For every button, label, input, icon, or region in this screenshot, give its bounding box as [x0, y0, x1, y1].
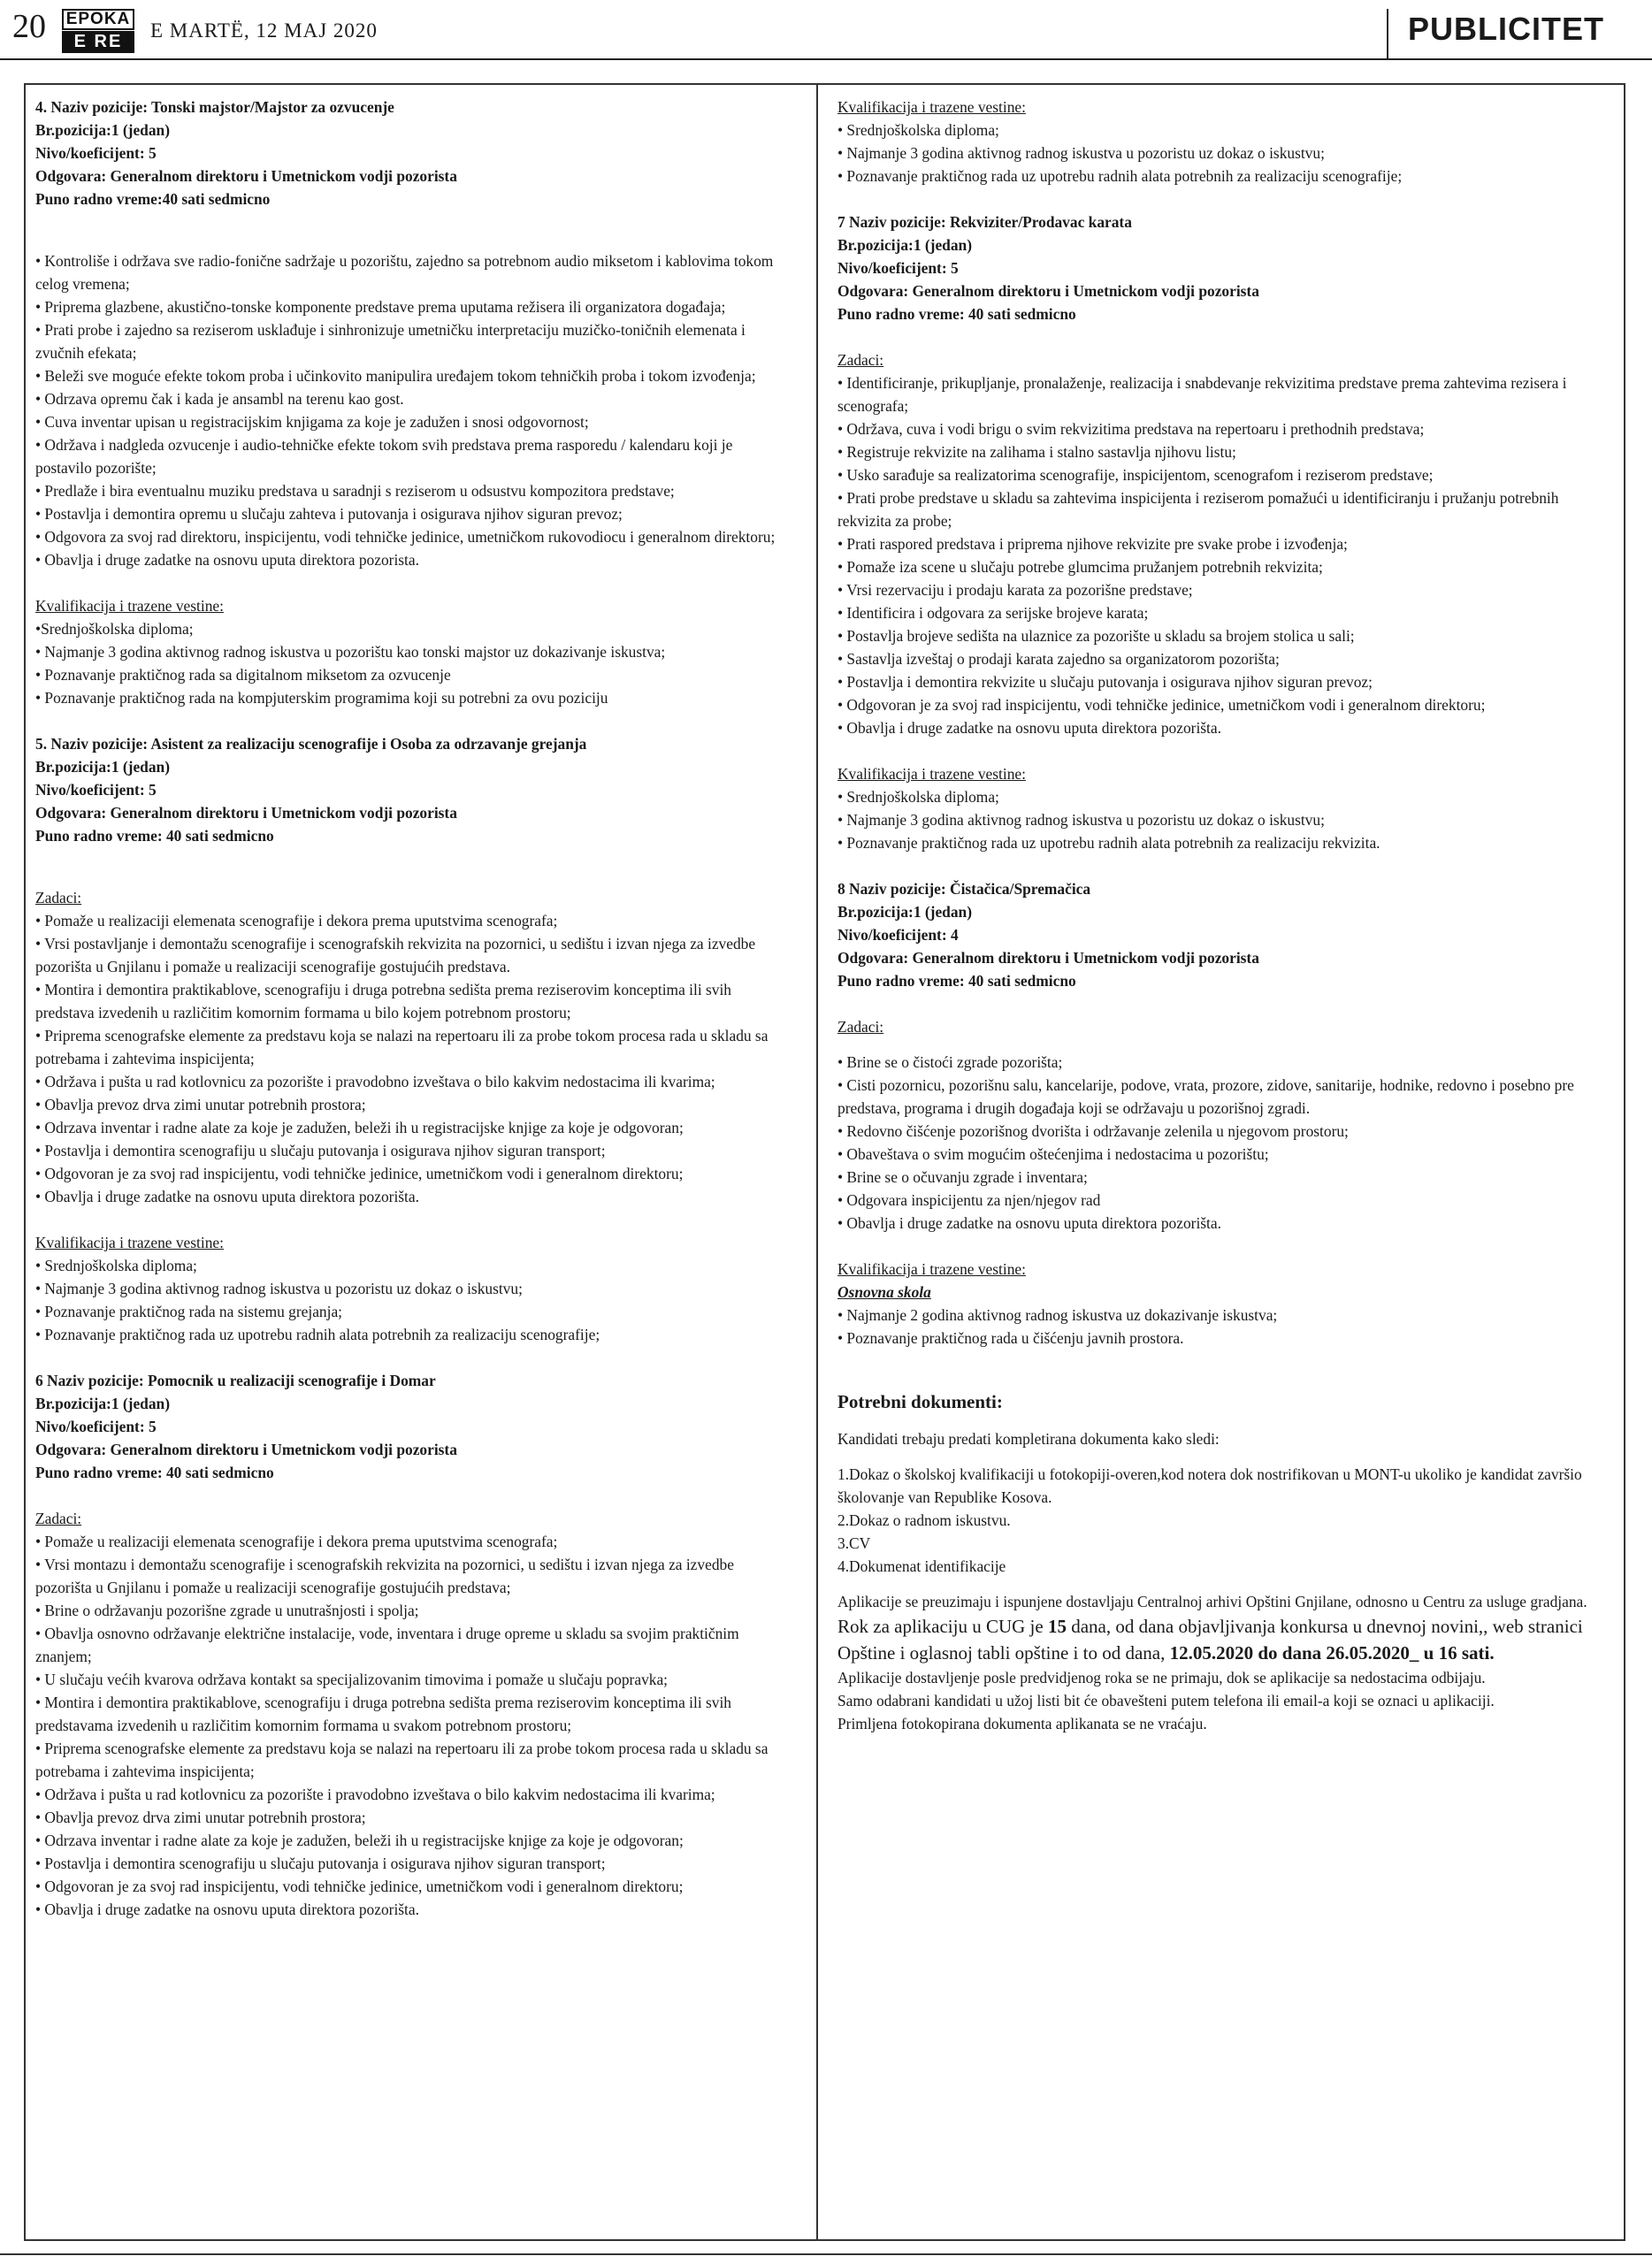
position-hours: Puno radno vreme: 40 sati sedmicno — [35, 827, 274, 845]
position-reports: Odgovara: Generalnom direktoru i Umetnickom vodji pozorista — [35, 167, 457, 185]
qualification-item: • Najmanje 3 godina aktivnog radnog iskustva u pozoristu uz dokaz o iskustvu; — [837, 811, 1325, 829]
task-item: • Priprema scenografske elemente za predstavu koja se nalazi na repertoaru ili za probe tokom procesa rada u skladu sa potrebama i zahtevima inspicijenta; — [35, 1027, 769, 1067]
deadline-text — [837, 1613, 1607, 1666]
position-level: Nivo/koeficijent: 5 — [837, 259, 959, 277]
task-item: • Odrzava opremu čak i kada je ansambl na terenu kao gost. — [35, 390, 404, 408]
task-item: • Priprema scenografske elemente za predstavu koja se nalazi na repertoaru ili za probe tokom procesa rada u skladu sa potrebama i zahtevima inspicijenta; — [35, 1740, 769, 1780]
position-8 — [837, 877, 1607, 1350]
task-item: • Vrsi montazu i demontažu scenografije i scenografskih rekvizita na pozornici, u sedištu i izvan njega za izvedbe pozorišta u Gnjilanu i pomaže u realizaciji scenografije gostujućih predstava; — [35, 1556, 734, 1596]
qualifications-title: Kvalifikacija i trazene vestine: — [837, 1260, 1026, 1278]
task-item: • Održava i nadgleda ozvucenje i audio-tehničke efekte tokom svih predstava prema rasporedu / kalendaru koji je postavilo pozorište; — [35, 436, 733, 477]
position-title: 6 Naziv pozicije: Pomocnik u realizaciji scenografije i Domar — [35, 1372, 436, 1389]
documents-title: Potrebni dokumenti: — [837, 1391, 1003, 1412]
position-5 — [35, 732, 792, 1346]
header-divider — [1387, 9, 1388, 58]
task-item: • Pomaže u realizaciji elemenata scenografije i dekora prema uputstvima scenografa; — [35, 912, 558, 929]
position-reports: Odgovara: Generalnom direktoru i Umetnickom vodji pozorista — [837, 949, 1259, 967]
position-level: Nivo/koeficijent: 5 — [35, 144, 157, 162]
task-item: • Odgovara inspicijentu za njen/njegov rad — [837, 1191, 1101, 1209]
qualification-item: • Najmanje 2 godina aktivnog radnog iskustva uz dokazivanje iskustva; — [837, 1306, 1278, 1324]
document-item: 1.Dokaz o školskoj kvalifikaciji u fotokopiji-overen,kod notera dok nostrifikovan u MONT-u ukoliko je kandidat završio školovanje van Republike Kosova. — [837, 1465, 1582, 1506]
position-title: 5. Naziv pozicije: Asistent za realizaciju scenografije i Osoba za odrzavanje grejanja — [35, 735, 587, 753]
qualification-item: • Poznavanje praktičnog rada u čišćenju javnih prostora. — [837, 1329, 1184, 1347]
task-item: • Montira i demontira praktikablove, scenografiju i druga potrebna sedišta prema reziserovim konceptima ili svih predstavama izvedenih u različitim komornim formama u svakom potrebnom prostoru; — [35, 1694, 731, 1734]
tasks-title: Zadaci: — [35, 889, 82, 906]
position-title: 4. Naziv pozicije: Tonski majstor/Majstor za ozvucenje — [35, 98, 394, 116]
task-item: • Postavlja i demontira scenografiju u slučaju putovanja i osigurava njihov siguran transport; — [35, 1142, 606, 1159]
task-item: • Identificira i odgovara za serijske brojeve karata; — [837, 604, 1149, 622]
task-item: • Prati probe predstave u skladu sa zahtevima inspicijenta i reziserom pomažući u identificiranju i pružanju potrebnih rekvizita za probe; — [837, 489, 1559, 530]
qualification-item: •Srednjoškolska diploma; — [35, 620, 194, 638]
qualification-item: • Poznavanje praktičnog rada uz upotrebu radnih alata potrebnih za realizaciju rekvizita. — [837, 834, 1380, 852]
qualification-item: • Poznavanje praktičnog rada na kompjuterskim programima koji su potrebni za ovu poziciju — [35, 689, 608, 707]
task-item: • Obavlja i druge zadatke na osnovu uputa direktora pozorista. — [35, 551, 419, 569]
deadline-part: dana, od dana objavljivanja konkursa u dnevnoj novini,, web stranici Opštine i oglasnoj tabli opštine i to od dana, — [837, 1616, 1583, 1664]
tasks-list — [35, 249, 792, 571]
position-6-qualifications — [837, 96, 1607, 187]
school-requirement: Osnovna skola — [837, 1283, 931, 1301]
position-hours: Puno radno vreme:40 sati sedmicno — [35, 190, 271, 208]
position-title: 7 Naziv pozicije: Rekviziter/Prodavac karata — [837, 213, 1132, 231]
tasks-title: Zadaci: — [35, 1510, 82, 1527]
qualification-item: • Poznavanje praktičnog rada uz upotrebu radnih alata potrebnih za realizaciju scenografije; — [35, 1326, 600, 1343]
position-count: Br.pozicija:1 (jedan) — [35, 1395, 170, 1412]
position-count: Br.pozicija:1 (jedan) — [837, 903, 972, 921]
task-item: • Sastavlja izveštaj o prodaji karata zajedno sa organizatorom pozorišta; — [837, 650, 1280, 668]
page-number: 20 — [12, 8, 46, 45]
task-item: • Cuva inventar upisan u registracijskim knjigama za koje je zadužen i snosi odgovornost; — [35, 413, 589, 431]
position-hours: Puno radno vreme: 40 sati sedmicno — [35, 1464, 274, 1481]
qualification-item: • Srednjoškolska diploma; — [837, 788, 999, 806]
task-item: • Identificiranje, prikupljanje, pronalaženje, realizacija i snabdevanje rekvizitima predstave prema zahtevima rezisera i scenografa; — [837, 374, 1567, 415]
position-hours: Puno radno vreme: 40 sati sedmicno — [837, 972, 1076, 990]
task-item: • Kontroliše i održava sve radio-fonične sadržaje u pozorištu, zajedno sa potrebnom audio miksetom i kablovima tokom celog vremena; — [35, 252, 774, 293]
task-item: • Postavlja i demontira rekvizite u slučaju putovanja i osigurava njihov siguran prevoz; — [837, 673, 1373, 691]
task-item: • Obavlja i druge zadatke na osnovu uputa direktora pozorišta. — [35, 1901, 419, 1918]
section-title: PUBLICITET — [1408, 11, 1604, 47]
deadline-part: Rok za aplikaciju u CUG je — [837, 1616, 1048, 1637]
task-item: • Odgovoran je za svoj rad inspicijentu, vodi tehničke jedinice, umetničkom vodi i generalnom direktoru; — [35, 1165, 684, 1182]
deadline-days: 15 — [1047, 1616, 1067, 1637]
task-item: • Predlaže i bira eventualnu muziku predstava u saradnji s reziserom u odsustvu kompozitora predstave; — [35, 482, 675, 500]
page-header — [0, 0, 1652, 60]
tasks-title: Zadaci: — [837, 351, 884, 369]
position-level: Nivo/koeficijent: 5 — [35, 1418, 157, 1435]
task-item: • Održava, cuva i vodi brigu o svim rekvizitima predstava na repertoaru i prethodnih predstava; — [837, 420, 1425, 438]
qualification-item: • Najmanje 3 godina aktivnog radnog iskustva u pozoristu uz dokaz o iskustvu; — [35, 1280, 523, 1297]
task-item: • Prati probe i zajedno sa reziserom usklađuje i sinhronizuje umetničku interpretaciju muzičko-toničnih elemenata i zvučnih efekata; — [35, 321, 746, 362]
task-item: • U slučaju većih kvarova održava kontakt sa specijalizovanim timovima i pomaže u slučaju popravka; — [35, 1671, 669, 1688]
task-item: • Obavlja i druge zadatke na osnovu uputa direktora pozorišta. — [837, 1214, 1221, 1232]
column-divider — [816, 85, 818, 2239]
position-count: Br.pozicija:1 (jedan) — [35, 121, 170, 139]
task-item: • Pomaže u realizaciji elemenata scenografije i dekora prema uputstvima scenografa; — [35, 1533, 558, 1550]
task-item: • Postavlja i demontira opremu u slučaju zahteva i putovanja i osigurava njihov siguran prevoz; — [35, 505, 623, 523]
position-7 — [837, 210, 1607, 854]
qualification-item: • Najmanje 3 godina aktivnog radnog iskustva u pozoristu uz dokaz o iskustvu; — [837, 144, 1325, 162]
position-reports: Odgovara: Generalnom direktoru i Umetnickom vodji pozorista — [35, 1441, 457, 1458]
position-level: Nivo/koeficijent: 4 — [837, 926, 959, 944]
required-documents — [837, 1388, 1607, 1735]
documents-intro: Kandidati trebaju predati kompletirana dokumenta kako sledi: — [837, 1430, 1220, 1448]
documents-return-note: Primljena fotokopirana dokumenta aplikanata se ne vraćaju. — [837, 1715, 1207, 1732]
document-item: 2.Dokaz o radnom iskustvu. — [837, 1511, 1011, 1529]
left-column — [35, 96, 792, 1921]
logo-bottom: E RE — [62, 31, 134, 53]
shortlist-note: Samo odabrani kandidati u užoj listi bit će obavešteni putem telefona ili email-a koji se oznaci u aplikaciji. — [837, 1692, 1495, 1709]
qualification-item: • Poznavanje praktičnog rada uz upotrebu radnih alata potrebnih za realizaciju scenografije; — [837, 167, 1403, 185]
position-count: Br.pozicija:1 (jedan) — [837, 236, 972, 254]
task-item: • Priprema glazbene, akustično-tonske komponente predstave prema uputama režisera ili organizatora događaja; — [35, 298, 726, 316]
task-item: • Vrsi rezervaciju i prodaju karata za pozorišne predstave; — [837, 581, 1193, 599]
task-item: • Beleži sve moguće efekte tokom proba i učinkovito manipulira uređajem tokom tehničkih proba i tokom izvođenja; — [35, 367, 756, 385]
qualifications-title: Kvalifikacija i trazene vestine: — [35, 597, 224, 615]
qualifications-title: Kvalifikacija i trazene vestine: — [35, 1234, 224, 1251]
task-item: • Redovno čišćenje pozorišnog dvorišta i održavanje zelenila u njegovom prostoru; — [837, 1122, 1349, 1140]
task-item: • Prati raspored predstava i priprema njihove rekvizite pre svake probe i izvođenja; — [837, 535, 1348, 553]
header-rule — [0, 58, 1652, 60]
task-item: • Registruje rekvizite na zalihama i stalno sastavlja njihovu listu; — [837, 443, 1236, 461]
position-count: Br.pozicija:1 (jedan) — [35, 758, 170, 776]
task-item: • Odgovora za svoj rad direktoru, inspicijentu, vodi tehničke jedinice, umetničkom rukovodiocu i generalnom direktoru; — [35, 528, 776, 546]
document-item: 4.Dokumenat identifikacije — [837, 1557, 1006, 1575]
position-level: Nivo/koeficijent: 5 — [35, 781, 157, 799]
qualification-item: • Poznavanje praktičnog rada na sistemu grejanja; — [35, 1303, 343, 1320]
task-item: • Usko sarađuje sa realizatorima scenografije, inspicijentom, scenografom i reziserom predstave; — [837, 466, 1434, 484]
tasks-title: Zadaci: — [837, 1018, 884, 1036]
task-item: • Obavlja prevoz drva zimi unutar potrebnih prostora; — [35, 1096, 366, 1113]
task-item: • Odgovoran je za svoj rad inspicijentu, vodi tehničke jedinice, umetničkom vodi i generalnom direktoru; — [35, 1878, 684, 1895]
task-item: • Brine se o očuvanju zgrade i inventara; — [837, 1168, 1088, 1186]
right-column — [837, 96, 1607, 1735]
application-info: Aplikacije se preuzimaju i ispunjene dostavljaju Centralnoj arhivi Opštini Gnjilane, odnosno u Centru za usluge gradjana. — [837, 1593, 1587, 1610]
qualification-item: • Najmanje 3 godina aktivnog radnog iskustva u pozorištu kao tonski majstor uz dokazivanje iskustva; — [35, 643, 666, 661]
task-item: • Odrzava inventar i radne alate za koje je zadužen, beleži ih u registracijske knjige za koje je odgovoran; — [35, 1119, 684, 1136]
deadline-dates: 12.05.2020 do dana 26.05.2020_ u 16 sati. — [1169, 1642, 1495, 1664]
task-item: • Brine o održavanju pozorišne zgrade u unutrašnjosti i spolja; — [35, 1602, 419, 1619]
position-6 — [35, 1369, 792, 1921]
qualification-item: • Poznavanje praktičnog rada sa digitalnom miksetom za ozvucenje — [35, 666, 451, 684]
position-hours: Puno radno vreme: 40 sati sedmicno — [837, 305, 1076, 323]
task-item: • Odrzava inventar i radne alate za koje je zadužen, beleži ih u registracijske knjige za koje je odgovoran; — [35, 1832, 684, 1849]
task-item: • Pomaže iza scene u slučaju potrebe glumcima pružanjem potrebnih rekvizita; — [837, 558, 1323, 576]
issue-date: E MARTË, 12 MAJ 2020 — [150, 19, 378, 42]
qualifications-title: Kvalifikacija i trazene vestine: — [837, 98, 1026, 116]
footer-rule — [0, 2253, 1652, 2255]
position-4 — [35, 96, 792, 709]
task-item: • Postavlja brojeve sedišta na ulaznice za pozorište u skladu sa brojem stolica u sali; — [837, 627, 1355, 645]
qualification-item: • Srednjoškolska diploma; — [35, 1257, 197, 1274]
task-item: • Brine se o čistoći zgrade pozorišta; — [837, 1053, 1063, 1071]
task-item: • Obavlja osnovno održavanje električne instalacije, vode, inventara i druge opreme u skladu sa svojim praktičnim znanjem; — [35, 1625, 739, 1665]
task-item: • Cisti pozornicu, pozorišnu salu, kancelarije, podove, vrata, prozore, zidove, sanitarije, hodnike, redovno i posebno pre predstava, programa i drugih događaja koji se održavaju u pozorišnoj zgradi. — [837, 1076, 1574, 1117]
qualification-item: • Srednjoškolska diploma; — [837, 121, 999, 139]
task-item: • Obaveštava o svim mogućim oštećenjima i nedostacima u pozorištu; — [837, 1145, 1269, 1163]
position-reports: Odgovara: Generalnom direktoru i Umetnickom vodji pozorista — [35, 804, 457, 822]
position-reports: Odgovara: Generalnom direktoru i Umetnickom vodji pozorista — [837, 282, 1259, 300]
task-item: • Obavlja i druge zadatke na osnovu uputa direktora pozorišta. — [837, 719, 1221, 737]
document-item: 3.CV — [837, 1534, 871, 1552]
task-item: • Obavlja prevoz drva zimi unutar potrebnih prostora; — [35, 1809, 366, 1826]
late-applications-note: Aplikacije dostavljenje posle predvidjenog roka se ne primaju, dok se aplikacije sa nedostacima odbijaju. — [837, 1669, 1486, 1687]
task-item: • Održava i pušta u rad kotlovnicu za pozorište i pravodobno izveštava o bilo kakvim nedostacima ili kvarima; — [35, 1786, 715, 1803]
task-item: • Montira i demontira praktikablove, scenografiju i druga potrebna sedišta prema reziserovim konceptima ili svih predstava izvedenih u različitim komornim formama u bilo kojem potrebnom prostoru; — [35, 981, 731, 1021]
task-item: • Postavlja i demontira scenografiju u slučaju putovanja i osigurava njihov siguran transport; — [35, 1855, 606, 1872]
task-item: • Obavlja i druge zadatke na osnovu uputa direktora pozorišta. — [35, 1188, 419, 1205]
task-item: • Održava i pušta u rad kotlovnicu za pozorište i pravodobno izveštava o bilo kakvim nedostacima ili kvarima; — [35, 1073, 715, 1090]
task-item: • Vrsi postavljanje i demontažu scenografije i scenografskih rekvizita na pozornici, u sedištu i izvan njega za izvedbe pozorišta u Gnjilanu i pomaže u realizaciji scenografije gostujućih predstava. — [35, 935, 756, 975]
task-item: • Odgovoran je za svoj rad inspicijentu, vodi tehničke jedinice, umetničkom vodi i generalnom direktoru; — [837, 696, 1486, 714]
logo-top: EPOKA — [62, 9, 134, 30]
newspaper-logo — [62, 9, 134, 53]
position-title: 8 Naziv pozicije: Čistačica/Spremačica — [837, 880, 1091, 898]
qualifications-title: Kvalifikacija i trazene vestine: — [837, 765, 1026, 783]
